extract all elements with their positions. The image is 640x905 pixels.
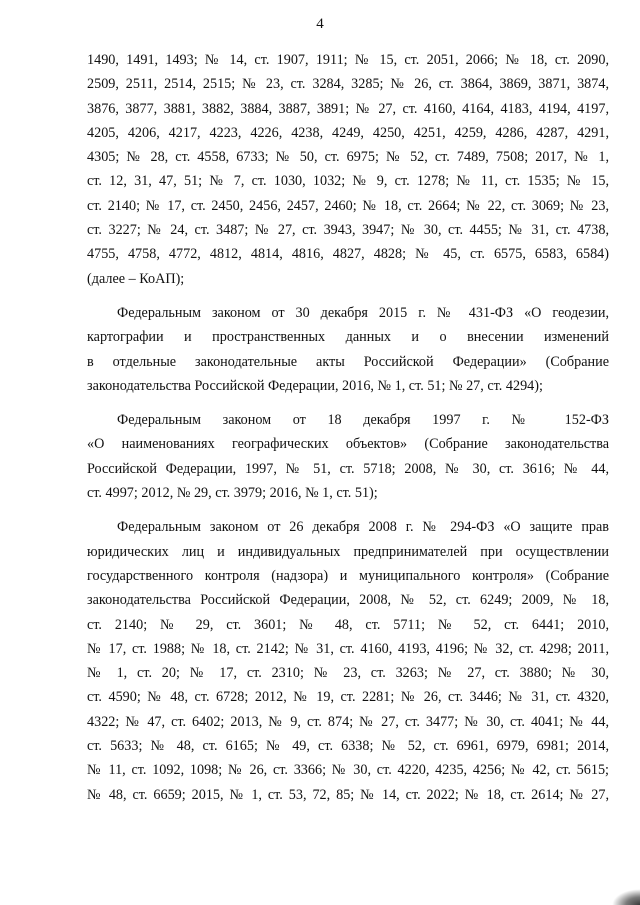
text-line: Федеральным законом от 26 декабря 2008 г. № 294-ФЗ «О защите прав [117,519,609,536]
text-line: Федеральным законом от 18 декабря 1997 г. № 152-ФЗ [117,412,609,429]
text-line: ст. 5633; № 48, ст. 6165; № 49, ст. 6338; № 52, ст. 6961, 6979, 6981; 2014, [87,738,609,755]
text-line: Федеральным законом от 30 декабря 2015 г. № 431-ФЗ «О геодезии, [117,304,609,321]
document-body [87,48,609,807]
text-line: № 48, ст. 6659; 2015, № 1, ст. 53, 72, 85; № 14, ст. 2022; № 18, ст. 2614; № 27, [87,786,609,803]
text-line: государственного контроля (надзора) и муниципального контроля» (Собрание [87,567,609,584]
text-line: 4305; № 28, ст. 4558, 6733; № 50, ст. 6975; № 52, ст. 7489, 7508; 2017, № 1, [87,149,609,166]
paragraph-law-294-fz [87,515,609,807]
text-line: картографии и пространственных данных и о внесении изменений [87,329,609,346]
paragraph-spacer [87,291,609,301]
text-line: № 17, ст. 1988; № 18, ст. 2142; № 31, ст. 4160, 4193, 4196; № 32, ст. 4298; 2011, [87,640,609,657]
page-number: 4 [316,16,324,32]
text-line: «О наименованиях географических объектов» (Собрание законодательства [87,436,609,453]
paragraph-spacer [87,398,609,408]
text-line: ст. 3227; № 24, ст. 3487; № 27, ст. 3943, 3947; № 30, ст. 4455; № 31, ст. 4738, [87,222,609,239]
text-line: юридических лиц и индивидуальных предпринимателей при осуществлении [87,543,609,560]
paragraph-spacer [87,505,609,515]
text-line: ст. 12, 31, 47, 51; № 7, ст. 1030, 1032; № 9, ст. 1278; № 11, ст. 1535; № 15, [87,173,609,190]
text-line: 4322; № 47, ст. 6402; 2013, № 9, ст. 874; № 27, ст. 3477; № 30, ст. 4041; № 44, [87,713,609,730]
text-line: (далее – КоАП); [87,270,185,287]
text-line: Российской Федерации, 1997, № 51, ст. 5718; 2008, № 30, ст. 3616; № 44, [87,460,609,477]
paragraph-koap-citations [87,48,609,291]
text-line: ст. 2140; № 29, ст. 3601; № 48, ст. 5711; № 52, ст. 6441; 2010, [87,616,609,633]
text-line: 4755, 4758, 4772, 4812, 4814, 4816, 4827, 4828; № 45, ст. 6575, 6583, 6584) [87,246,609,263]
text-line: в отдельные законодательные акты Российской Федерации» (Собрание [87,353,609,370]
text-line: № 11, ст. 1092, 1098; № 26, ст. 3366; № 30, ст. 4220, 4235, 4256; № 42, ст. 5615; [87,762,609,779]
text-line: № 1, ст. 20; № 17, ст. 2310; № 23, ст. 3263; № 27, ст. 3880; № 30, [87,665,609,682]
text-line: 3876, 3877, 3881, 3882, 3884, 3887, 3891; № 27, ст. 4160, 4164, 4183, 4194, 4197, [87,100,609,117]
text-line: 1490, 1491, 1493; № 14, ст. 1907, 1911; № 15, ст. 2051, 2066; № 18, ст. 2090, [87,52,609,68]
text-line: 2509, 2511, 2514, 2515; № 23, ст. 3284, 3285; № 26, ст. 3864, 3869, 3871, 3874, [87,76,609,93]
text-line: законодательства Российской Федерации, 2016, № 1, ст. 51; № 27, ст. 4294); [87,377,543,394]
text-line: ст. 4590; № 48, ст. 6728; 2012, № 19, ст. 2281; № 26, ст. 3446; № 31, ст. 4320, [87,689,609,706]
text-line: законодательства Российской Федерации, 2008, № 52, ст. 6249; 2009, № 18, [87,592,609,609]
text-line: 4205, 4206, 4217, 4223, 4226, 4238, 4249, 4250, 4251, 4259, 4286, 4287, 4291, [87,124,609,141]
text-line: ст. 2140; № 17, ст. 2450, 2456, 2457, 2460; № 18, ст. 2664; № 22, ст. 3069; № 23, [87,197,609,214]
scan-artifact [612,889,640,905]
text-line: ст. 4997; 2012, № 29, ст. 3979; 2016, № 1, ст. 51); [87,485,378,502]
paragraph-law-152-fz [87,408,609,505]
paragraph-law-431-fz [87,301,609,398]
